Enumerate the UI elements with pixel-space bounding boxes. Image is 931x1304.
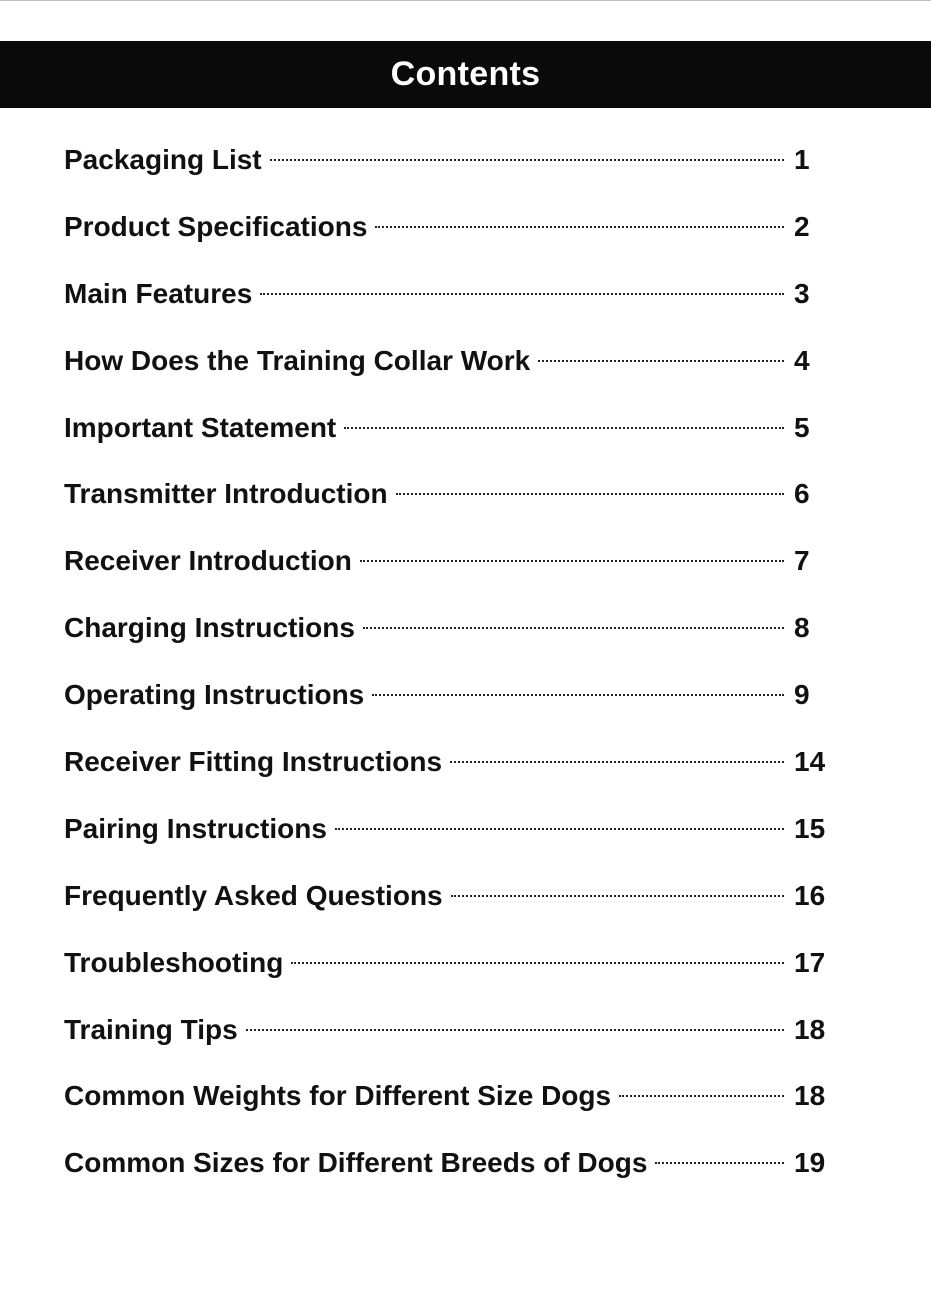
toc-entry-transmitter-introduction[interactable] — [64, 472, 830, 539]
page-title: Contents — [390, 55, 541, 93]
dot-leader — [396, 493, 784, 495]
contents-header — [0, 41, 931, 108]
dot-leader — [291, 962, 784, 964]
toc-entry-page: 3 — [794, 277, 810, 309]
dot-leader — [375, 226, 784, 228]
dot-leader — [450, 761, 784, 763]
toc-entry-title: Troubleshooting — [64, 946, 284, 978]
toc-entry-common-weights[interactable] — [64, 1074, 830, 1141]
dot-leader — [360, 560, 784, 562]
toc-entry-pairing-instructions[interactable] — [64, 807, 830, 874]
toc-entry-common-sizes[interactable] — [64, 1141, 830, 1208]
toc-entry-charging-instructions[interactable] — [64, 606, 830, 673]
dot-leader — [372, 694, 784, 696]
toc-entry-page: 4 — [794, 344, 810, 376]
toc-entry-page: 18 — [794, 1013, 826, 1045]
toc-entry-page: 14 — [794, 746, 826, 778]
dot-leader — [246, 1029, 784, 1031]
toc-entry-title: Packaging List — [64, 144, 262, 175]
toc-entry-receiver-fitting-instructions[interactable] — [64, 740, 830, 807]
toc-entry-title: Product Specifications — [64, 210, 368, 242]
toc-entry-page: 19 — [794, 1147, 826, 1179]
toc-entry-page: 2 — [794, 210, 810, 242]
dot-leader — [260, 293, 784, 295]
toc-entry-title: Important Statement — [64, 411, 337, 443]
dot-leader — [344, 427, 784, 429]
dot-leader — [451, 895, 784, 897]
toc-entry-how-collar-works[interactable] — [64, 339, 830, 406]
toc-entry-page: 8 — [794, 612, 810, 644]
toc-entry-page: 16 — [794, 879, 826, 911]
toc-entry-receiver-introduction[interactable] — [64, 539, 830, 606]
toc-entry-title: Transmitter Introduction — [64, 478, 388, 510]
toc-entry-product-specifications[interactable] — [64, 205, 830, 272]
toc-entry-training-tips[interactable] — [64, 1008, 830, 1075]
toc-entry-troubleshooting[interactable] — [64, 941, 830, 1008]
toc-entry-page: 7 — [794, 545, 810, 577]
toc-entry-title: How Does the Training Collar Work — [64, 344, 531, 376]
dot-leader — [270, 159, 784, 161]
toc-entry-title: Receiver Introduction — [64, 545, 352, 577]
toc-entry-packaging-list[interactable] — [64, 138, 830, 205]
toc-entry-important-statement[interactable] — [64, 406, 830, 473]
dot-leader — [363, 627, 784, 629]
toc-entry-title: Training Tips — [64, 1013, 238, 1045]
table-of-contents — [64, 138, 830, 1208]
toc-entry-page: 5 — [794, 411, 810, 443]
toc-entry-faq[interactable] — [64, 874, 830, 941]
top-rule — [0, 0, 931, 1]
toc-entry-title: Main Features — [64, 277, 253, 309]
toc-entry-main-features[interactable] — [64, 272, 830, 339]
dot-leader — [619, 1095, 784, 1097]
toc-entry-title: Charging Instructions — [64, 612, 355, 644]
toc-entry-title: Frequently Asked Questions — [64, 879, 443, 911]
toc-entry-page: 9 — [794, 679, 810, 711]
toc-entry-title: Common Sizes for Different Breeds of Dogs — [64, 1147, 648, 1179]
toc-entry-page: 6 — [794, 478, 810, 510]
dot-leader — [655, 1162, 784, 1164]
toc-entry-page: 17 — [794, 946, 826, 978]
toc-entry-page: 18 — [794, 1080, 826, 1112]
toc-entry-title: Receiver Fitting Instructions — [64, 746, 443, 778]
toc-entry-title: Operating Instructions — [64, 679, 365, 711]
dot-leader — [335, 828, 784, 830]
toc-entry-operating-instructions[interactable] — [64, 673, 830, 740]
toc-entry-page: 1 — [794, 144, 810, 175]
toc-entry-page: 15 — [794, 812, 826, 844]
toc-entry-title: Common Weights for Different Size Dogs — [64, 1080, 612, 1112]
toc-entry-title: Pairing Instructions — [64, 812, 327, 844]
dot-leader — [538, 360, 784, 362]
